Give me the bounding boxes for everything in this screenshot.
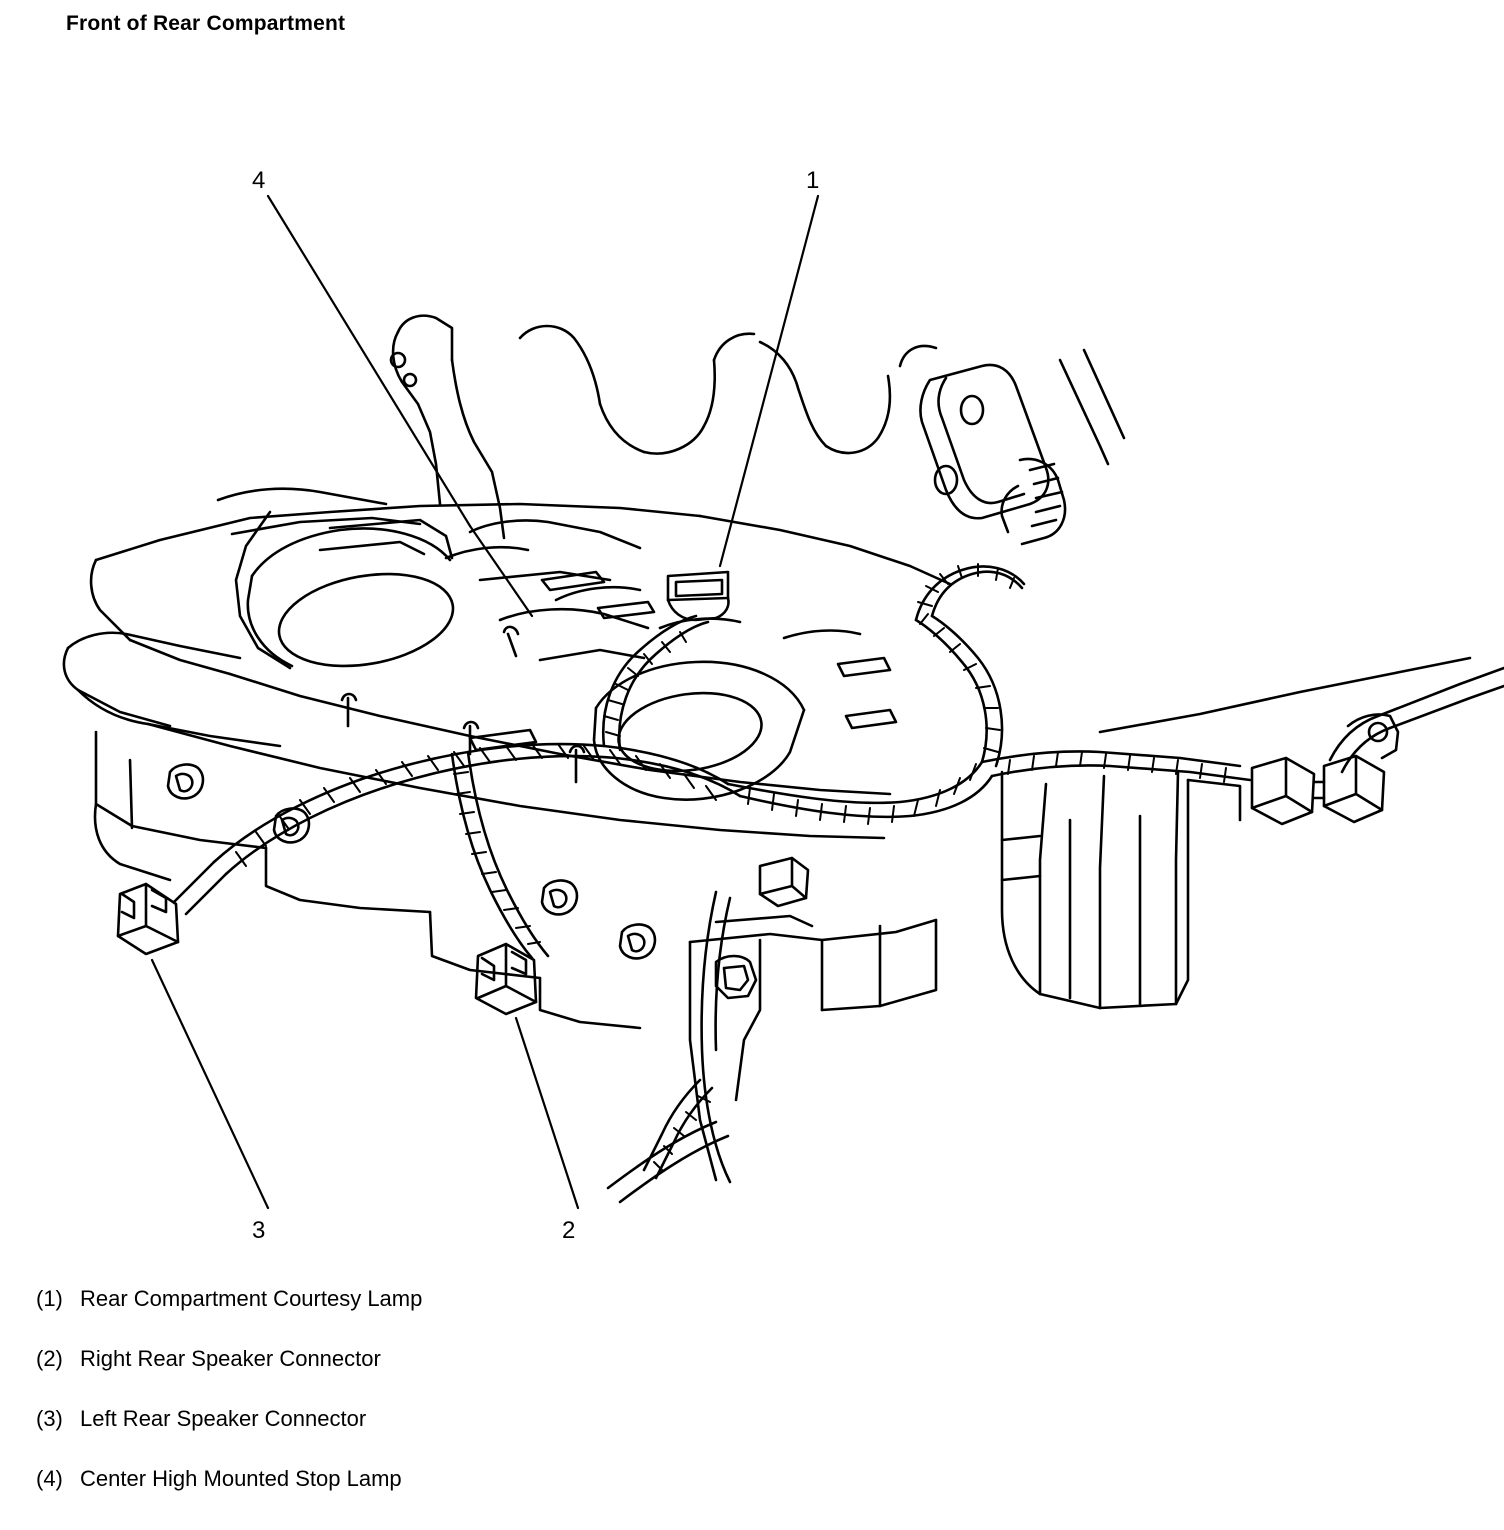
legend-item — [36, 1348, 936, 1370]
callout-number-2: 2 — [562, 1217, 576, 1244]
legend-item-number: (3) — [36, 1406, 63, 1431]
callout-number-1: 1 — [806, 167, 820, 194]
legend-item-number: (1) — [36, 1286, 63, 1311]
legend-list — [36, 1288, 936, 1528]
callout-number-4: 4 — [252, 167, 266, 194]
legend-item — [36, 1468, 936, 1490]
diagram-illustration — [0, 60, 1504, 1250]
legend-item-label: Rear Compartment Courtesy Lamp — [80, 1286, 423, 1311]
legend-item-number: (2) — [36, 1346, 63, 1371]
legend-item-label: Center High Mounted Stop Lamp — [80, 1466, 402, 1491]
rear-compartment-drawing — [0, 60, 1504, 1250]
callout-number-3: 3 — [252, 1217, 266, 1244]
legend-item-number: (4) — [36, 1466, 63, 1491]
page-title: Front of Rear Compartment — [66, 12, 346, 35]
legend-item — [36, 1288, 936, 1310]
legend-item-label: Right Rear Speaker Connector — [80, 1346, 381, 1371]
legend-item — [36, 1408, 936, 1430]
legend-item-label: Left Rear Speaker Connector — [80, 1406, 367, 1431]
